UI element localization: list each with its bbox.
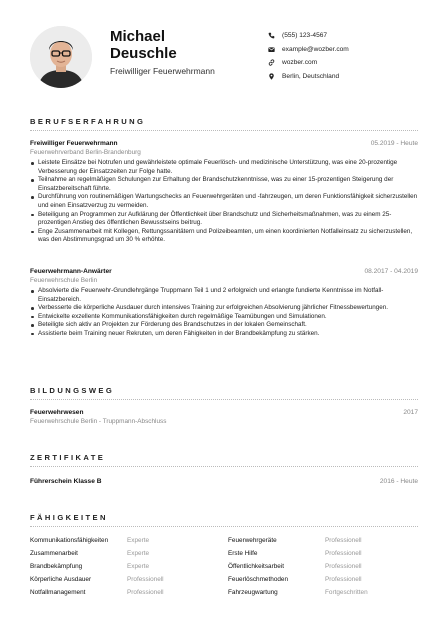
section-divider [30,466,418,467]
skill-level: Professionell [325,563,362,570]
skill-level: Professionell [325,576,362,583]
bullet-item: Assistierte beim Training neuer Rekruten, um deren Fähigkeiten in der Brandbekämpfung zu stärken. [30,330,418,339]
bullet-item: Verbesserte die körperliche Ausdauer durch intensives Training zur erfolgreichen Absolvierung jährlicher Fitnessbewertungen. [30,304,418,313]
bullet-item: Beteiligung an Programmen zur Aufklärung der Öffentlichkeit über Brandschutz und Sicherheitsmaßnahmen, was zu einem 25-prozentigen Anstieg des öffentlichen Bewusstseins beitrug. [30,211,418,228]
entry-organization: Feuerwehrverband Berlin-Brandenburg [30,149,141,156]
skill-name: Brandbekämpfung [30,563,83,570]
skill-level: Professionell [127,589,164,596]
entry-dates: 2016 - Heute [379,478,418,485]
skill-name: Zusammenarbeit [30,550,78,557]
entry-title: Feuerwehrmann-Anwärter [30,268,112,275]
skill-name: Erste Hilfe [228,550,258,557]
job-title: Freiwilliger Feuerwehrmann [110,66,215,76]
contact-website-text[interactable]: wozber.com [282,59,318,67]
skill-level: Experte [127,550,150,557]
contact-email [266,43,349,57]
section-title-experience: BERUFSERFAHRUNG [30,117,146,126]
name-first: Michael [110,28,166,45]
entry-title: Führerschein Klasse B [30,478,102,485]
avatar [30,26,92,88]
phone-icon [266,31,276,41]
entry-organization: Feuerwehrschule Berlin [30,277,98,284]
section-divider [30,130,418,131]
contact-email-text[interactable]: example@wozber.com [282,45,349,53]
entry-title: Feuerwehrwesen [30,409,84,416]
skill-level: Experte [127,563,150,570]
entry-header [30,267,418,276]
bullet-item: Entwickelte exzellente Kommunikationsfähigkeiten durch regelmäßige Teamübungen und Simulationen. [30,313,418,322]
entry-dates: 2017 [403,409,418,416]
section-divider [30,526,418,527]
bullet-list [30,287,418,339]
entry-institution: Feuerwehrschule Berlin - Truppmann-Abschluss [30,418,167,425]
skill-name: Feuerwehrgeräte [228,537,277,544]
contact-phone-text: (555) 123-4567 [282,32,328,40]
skill-level: Professionell [325,550,362,557]
skill-level: Fortgeschritten [325,589,368,596]
entry-header [30,139,418,148]
bullet-item: Enge Zusammenarbeit mit Kollegen, Rettungssanitätern und Polizeibeamten, um einen koordinierten Notfalleinsatz zu sicherzustellen, was den Abstimmungsgrad um 30 % erhöhte. [30,228,418,245]
section-title-skills: FÄHIGKEITEN [30,513,108,522]
name-last: Deuschle [110,45,177,62]
bullet-item: Beteiligte sich aktiv an Projekten zur Förderung des Brandschutzes in der lokalen Gemeinschaft. [30,321,418,330]
section-title-education: BILDUNGSWEG [30,386,115,395]
skill-level: Professionell [325,537,362,544]
bullet-list [30,159,418,245]
skill-name: Notfallmanagement [30,589,86,596]
skill-name: Kommunikationsfähigkeiten [30,537,109,544]
skill-level: Professionell [127,576,164,583]
entry-dates: 08.2017 - 04.2019 [364,268,418,275]
entry-dates: 05.2019 - Heute [370,140,418,147]
entry-header [30,408,418,417]
location-pin-icon [266,71,276,81]
mail-icon [266,44,276,54]
contact-location-text: Berlin, Deutschland [282,72,340,80]
section-title-certificates: ZERTIFIKATE [30,453,106,462]
contact-list [266,29,349,83]
contact-phone [266,29,349,43]
entry-title: Freiwilliger Feuerwehrmann [30,140,118,147]
bullet-item: Leistete Einsätze bei Notrufen und gewährleistete optimale Feuerlösch- und medizinische Unterstützung, was eine 20-prozentige Verbesserung der Einsatzzeiten zur Folge hatte. [30,159,418,176]
bullet-item: Teilnahme an regelmäßigen Schulungen zur Erhaltung der Brandschutzkenntnisse, was zu einer 15-prozentigen Steigerung der Einsatzbereitschaft führte. [30,176,418,193]
profile-photo [30,26,92,88]
skill-name: Körperliche Ausdauer [30,576,92,583]
experience-entry [30,267,418,339]
skill-level: Experte [127,537,150,544]
bullet-item: Absolvierte die Feuerwehr-Grundlehrgänge Truppmann Teil 1 und 2 erfolgreich und erlangte fundierte Kenntnisse im Notfall-Einsatzbereich. [30,287,418,304]
skill-name: Öffentlichkeitsarbeit [228,563,285,570]
bullet-item: Durchführung von routinemäßigen Wartungschecks an Feuerwehrgeräten und -fahrzeugen, um deren Funktionsfähigkeit sicherzustellen und einen Einsatzverzug zu vermeiden. [30,193,418,210]
link-icon [266,58,276,68]
candidate-name [110,28,250,62]
section-divider [30,399,418,400]
certificate-entry [30,477,418,486]
skill-name: Fahrzeugwartung [228,589,278,596]
contact-location [266,70,349,84]
contact-website [266,56,349,70]
entry-header [30,477,418,486]
education-entry [30,408,418,426]
experience-entry [30,139,418,245]
skill-name: Feuerlöschmethoden [228,576,289,583]
